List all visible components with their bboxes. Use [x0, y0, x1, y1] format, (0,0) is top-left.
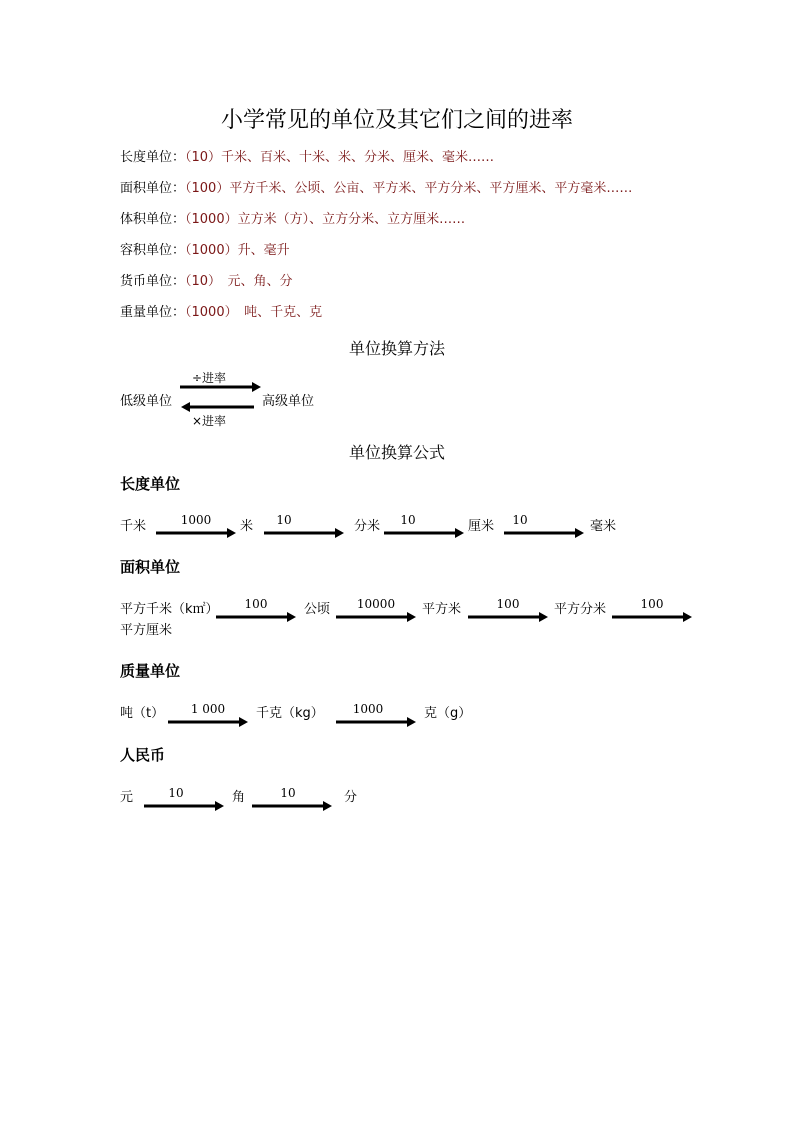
- right-arrow-icon: [264, 527, 344, 539]
- high-unit-label: 高级单位: [262, 394, 315, 409]
- rate-label: 10: [280, 786, 296, 800]
- unit-label: 千米: [120, 519, 147, 534]
- conversion-arrow: [384, 513, 464, 539]
- definition-volume: [120, 208, 465, 227]
- divide-rate-label: ÷进率: [192, 371, 227, 385]
- right-arrow-icon: [180, 381, 262, 393]
- conversion-arrow: [252, 786, 332, 812]
- definition-value: （1000） 吨、千克、克: [185, 305, 323, 320]
- definition-value: （10）千米、百米、十米、米、分米、厘米、毫米……: [185, 150, 495, 165]
- rate-label: 10: [276, 513, 292, 527]
- definition-value: （1000）立方米（方）、立方分米、立方厘米……: [185, 212, 466, 227]
- unit-label: 米: [240, 519, 254, 534]
- unit-label: 吨（t）: [120, 706, 165, 721]
- definition-capacity: [120, 239, 290, 258]
- definition-area: [120, 177, 632, 196]
- definition-value: （100）平方千米、公顷、公亩、平方米、平方分米、平方厘米、平方毫米……: [185, 181, 633, 196]
- rate-label: 10: [512, 513, 528, 527]
- rate-label: 100: [244, 597, 268, 611]
- conversion-arrow: [144, 786, 224, 812]
- rate-label: 10: [168, 786, 184, 800]
- right-arrow-icon: [168, 716, 248, 728]
- right-arrow-icon: [156, 527, 236, 539]
- right-arrow-icon: [612, 611, 692, 623]
- definition-label: 货币单位：: [120, 274, 186, 289]
- unit-label: 毫米: [590, 519, 617, 534]
- conversion-arrow: [156, 513, 236, 539]
- conversion-arrow: [336, 702, 416, 728]
- conversion-arrow: [612, 597, 692, 623]
- unit-label: 平方分米: [554, 602, 607, 617]
- right-arrow-icon: [384, 527, 464, 539]
- definition-label: 体积单位：: [120, 212, 186, 227]
- rate-label: 1000: [180, 513, 212, 527]
- unit-label: 厘米: [468, 519, 495, 534]
- unit-label: 平方厘米: [120, 623, 173, 638]
- definition-label: 重量单位：: [120, 305, 186, 320]
- rate-label: 1000: [352, 702, 384, 716]
- definition-label: 长度单位：: [120, 150, 186, 165]
- definition-label: 容积单位：: [120, 243, 186, 258]
- unit-label: 元: [120, 790, 134, 805]
- formula-title: 单位换算公式: [348, 443, 445, 462]
- conversion-arrow: [216, 597, 296, 623]
- right-arrow-icon: [336, 716, 416, 728]
- right-arrow-icon: [216, 611, 296, 623]
- rate-label: 10: [400, 513, 416, 527]
- right-arrow-icon: [504, 527, 584, 539]
- unit-label: 公顷: [304, 602, 331, 617]
- mass-heading: 质量单位: [120, 662, 181, 680]
- area-heading: 面积单位: [120, 558, 181, 576]
- conversion-arrow: [168, 702, 248, 728]
- length-heading: 长度单位: [120, 475, 181, 493]
- rate-label: 1 000: [190, 702, 226, 716]
- unit-label: 平方米: [422, 602, 462, 617]
- unit-label: 角: [232, 790, 246, 805]
- definition-weight: [120, 301, 322, 320]
- definition-currency: [120, 270, 293, 289]
- conversion-arrow: [468, 597, 548, 623]
- rate-label: 100: [640, 597, 664, 611]
- unit-label: 克（g）: [424, 706, 472, 721]
- low-unit-label: 低级单位: [120, 394, 173, 409]
- page-title: 小学常见的单位及其它们之间的进率: [220, 108, 573, 133]
- definition-value: （10） 元、角、分: [185, 274, 293, 289]
- right-arrow-icon: [336, 611, 416, 623]
- right-arrow-icon: [252, 800, 332, 812]
- method-title: 单位换算方法: [348, 339, 445, 358]
- right-arrow-icon: [468, 611, 548, 623]
- conversion-arrow: [264, 513, 344, 539]
- definition-value: （1000）升、毫升: [185, 243, 290, 258]
- unit-label: 分米: [354, 519, 381, 534]
- unit-label: 千克（kg）: [256, 706, 324, 721]
- conversion-arrow: [336, 597, 416, 623]
- conversion-arrow: [504, 513, 584, 539]
- rate-label: 100: [496, 597, 520, 611]
- rate-label: 10000: [356, 597, 396, 611]
- unit-label: 平方千米（k㎡）: [120, 602, 219, 617]
- right-arrow-icon: [144, 800, 224, 812]
- definition-length: [120, 146, 494, 165]
- rmb-heading: 人民币: [120, 746, 166, 764]
- definition-label: 面积单位：: [120, 181, 186, 196]
- unit-label: 分: [344, 790, 358, 805]
- multiply-rate-label: ×进率: [192, 414, 227, 428]
